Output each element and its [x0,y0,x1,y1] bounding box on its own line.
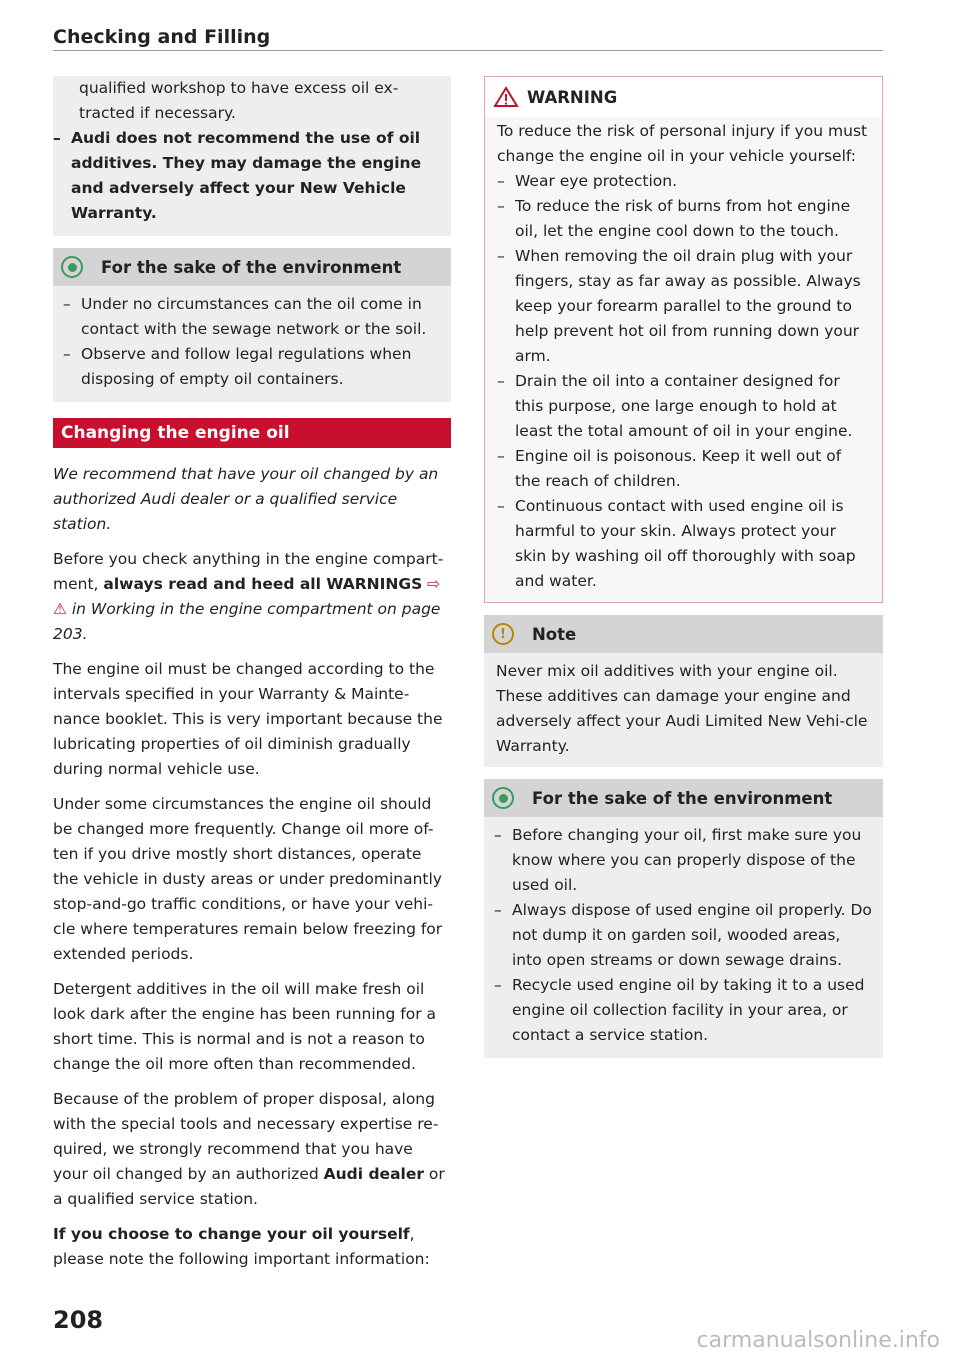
environment-heading-left [53,248,451,286]
environment-icon [492,787,514,809]
warning-body [484,117,883,603]
watermark-text: carmanualsonline.info [696,1328,940,1353]
environment-title-right: For the sake of the environment [532,788,833,808]
additives-warning: – Audi does not recommend the use of oil additives. They may damage the engine and adversely affect your New Vehicle Warranty. [53,126,435,226]
paragraph-text: or a qualified service station. [53,1165,445,1208]
page-header-title: Checking and Filling [53,26,271,48]
left-column [53,76,451,1282]
environment-item: – Under no circumstances can the oil come in contact with the sewage network or the soil. [63,292,441,342]
warning-heading [484,76,883,117]
note-heading [484,615,883,653]
warning-item: – To reduce the risk of burns from hot engine oil, let the engine cool down to the touch. [497,194,870,244]
diy-emphasis: If you choose to change your oil yourself [53,1225,410,1243]
dealer-emphasis: Audi dealer [323,1165,424,1183]
continued-text: qualified workshop to have excess oil ex- tracted if necessary. [79,79,399,122]
paragraph-detergent: Detergent additives in the oil will make fresh oil look dark after the engine has been running for a short time. This is normal and is not a reason to change the oil more often than recommended. [53,980,437,1073]
warning-item: – When removing the oil drain plug with your fingers, stay as far away as possible. Always keep your forearm parallel to the ground to help prevent hot oil from running down your arm. [497,244,870,369]
paragraph-text: Before you check anything in the engine compart-ment, [53,550,444,593]
environment-item: – Always dispose of used engine oil properly. Do not dump it on garden soil, wooded areas, into open streams or down sewage drains. [494,898,873,973]
environment-item: – Before changing your oil, first make sure you know where you can properly dispose of the used oil. [494,823,873,898]
warning-item: – Wear eye protection. [497,169,870,194]
environment-heading-right [484,779,883,817]
paragraph-text: Because of the problem of proper disposal, along with the special tools and necessary expertise re-quired, we strongly recommend that you have your oil changed by an authorized [53,1090,439,1183]
environment-title-left: For the sake of the environment [101,257,402,277]
paragraph-frequency: Under some circumstances the engine oil should be changed more frequently. Change oil more of-ten if you drive mostly short distances, operate the vehicle in dusty areas or under predominantly stop-and-go traffic conditions, or have your vehi-cle where temperatures remain below freezing for extended periods. [53,795,443,963]
environment-body-left [53,286,451,402]
warning-intro: To reduce the risk of personal injury if you must change the engine oil in your vehicle yourself: [497,122,868,165]
page-number: 208 [53,1306,104,1334]
section-lead: We recommend that have your oil changed by an authorized Audi dealer or a qualified service station. [53,465,439,533]
paragraph-diy [53,1222,451,1272]
warning-item: – Engine oil is poisonous. Keep it well out of the reach of children. [497,444,870,494]
environment-icon [61,256,83,278]
continued-box [53,76,451,236]
warning-ref-icon: ⇨ ⚠ [53,575,441,618]
header-rule [53,50,883,51]
note-title: Note [532,624,577,644]
cross-reference-link[interactable]: in Working in the engine compartment on page 203. [53,600,441,643]
warning-item: – Continuous contact with used engine oil is harmful to your skin. Always protect your skin by washing oil off thoroughly with soap and water. [497,494,870,594]
environment-body-right [484,817,883,1058]
environment-item: – Recycle used engine oil by taking it to a used engine oil collection facility in your area, or contact a service station. [494,973,873,1048]
exclamation-icon: ! [492,623,514,645]
warnings-emphasis: always read and heed all WARNINGS [103,575,423,593]
paragraph-intervals: The engine oil must be changed according to the intervals specified in your Warranty & Mainte-nance booklet. This is very important because the lubricating properties of oil diminish gradually during normal vehicle use. [53,660,443,778]
warning-triangle-icon [493,86,519,108]
paragraph-warnings [53,547,451,647]
note-body: Never mix oil additives with your engine oil. These additives can damage your engine and adversely affect your Audi Limited New Vehi-cle Warranty. [484,653,883,767]
warning-title: WARNING [527,87,618,107]
right-column [484,76,883,1058]
warning-item: – Drain the oil into a container designed for this purpose, one large enough to hold at least the total amount of oil in your engine. [497,369,870,444]
paragraph-disposal [53,1087,451,1212]
environment-item: – Observe and follow legal regulations when disposing of empty oil containers. [63,342,441,392]
section-heading: Changing the engine oil [53,418,451,448]
paragraph-text: , please note the following important information: [53,1225,430,1268]
